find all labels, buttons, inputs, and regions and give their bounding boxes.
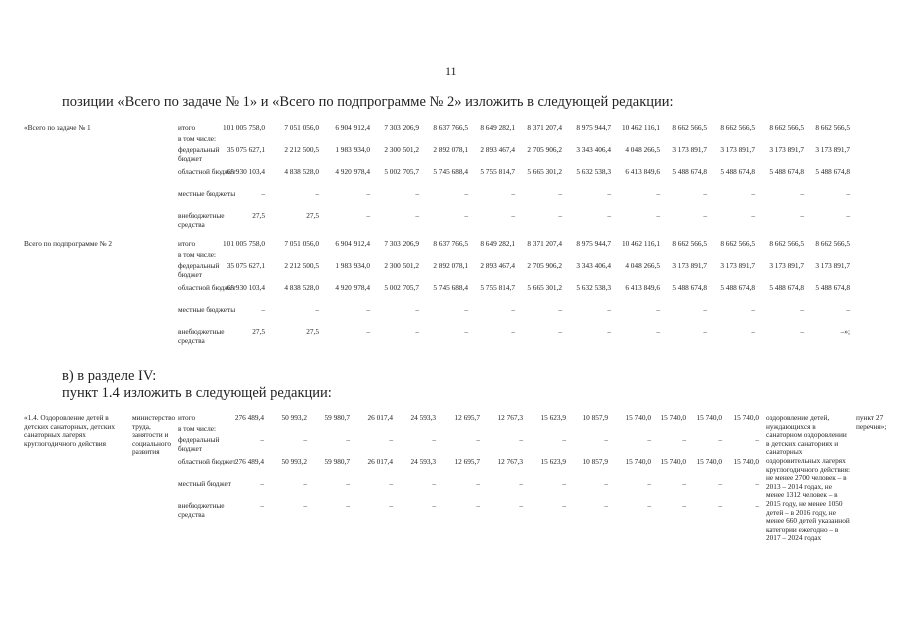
value-cell: 7 303 206,9 bbox=[384, 123, 419, 132]
value-cell: – bbox=[656, 327, 660, 336]
value-cell: – bbox=[511, 189, 515, 198]
value-cell: 8 371 207,4 bbox=[527, 123, 562, 132]
value-cell: 3 173 891,7 bbox=[815, 145, 850, 154]
row-label: местные бюджеты bbox=[178, 305, 236, 314]
value-cell: – bbox=[703, 211, 707, 220]
row-label: федеральный бюджет bbox=[178, 435, 220, 453]
value-cell: – bbox=[656, 211, 660, 220]
value-cell: 4 920 978,4 bbox=[335, 283, 370, 292]
value-cell: 50 993,2 bbox=[281, 457, 307, 466]
value-cell: 59 980,7 bbox=[324, 457, 350, 466]
value-cell: – bbox=[260, 435, 264, 444]
value-cell: – bbox=[464, 189, 468, 198]
row-label: в том числе: bbox=[178, 424, 217, 433]
value-cell: 15 740,0 bbox=[625, 413, 651, 422]
value-cell: – bbox=[432, 501, 436, 510]
value-cell: 3 343 406,4 bbox=[576, 261, 611, 270]
value-cell: – bbox=[366, 211, 370, 220]
value-cell: – bbox=[346, 435, 350, 444]
value-cell: 2 212 500,5 bbox=[284, 145, 319, 154]
heading-item: пункт 1.4 изложить в следующей редакции: bbox=[62, 385, 332, 401]
value-cell: 15 623,9 bbox=[540, 413, 566, 422]
value-cell: – bbox=[476, 501, 480, 510]
value-cell: – bbox=[647, 501, 651, 510]
value-cell: 26 017,4 bbox=[367, 457, 393, 466]
value-cell: – bbox=[476, 435, 480, 444]
value-cell: – bbox=[755, 479, 759, 488]
value-cell: 3 173 891,7 bbox=[720, 145, 755, 154]
value-cell: – bbox=[415, 189, 419, 198]
value-cell: 24 593,3 bbox=[410, 457, 436, 466]
value-cell: – bbox=[562, 435, 566, 444]
value-cell: 65 930 103,4 bbox=[226, 283, 265, 292]
value-cell: – bbox=[656, 305, 660, 314]
value-cell: – bbox=[558, 189, 562, 198]
value-cell: – bbox=[346, 501, 350, 510]
value-cell: 35 075 627,1 bbox=[226, 145, 265, 154]
value-cell: 15 740,0 bbox=[660, 413, 686, 422]
row-label: местный бюджет bbox=[178, 479, 231, 488]
item-label: «1.4. Оздоровление детей в детских санаторных, детских санаторных лагерях круглогодичного действия bbox=[24, 413, 115, 448]
row-label: внебюджетные средства bbox=[178, 501, 225, 519]
row-label: итого bbox=[178, 239, 196, 248]
value-cell: – bbox=[751, 305, 755, 314]
value-cell: – bbox=[718, 479, 722, 488]
value-cell: – bbox=[562, 501, 566, 510]
value-cell: – bbox=[432, 479, 436, 488]
value-cell: 5 755 814,7 bbox=[480, 283, 515, 292]
value-cell: – bbox=[303, 435, 307, 444]
value-cell: – bbox=[511, 305, 515, 314]
value-cell: – bbox=[607, 327, 611, 336]
value-cell: – bbox=[303, 479, 307, 488]
value-cell: 12 767,3 bbox=[497, 413, 523, 422]
value-cell: 5 488 674,8 bbox=[720, 167, 755, 176]
value-cell: – bbox=[562, 479, 566, 488]
value-cell: 2 893 467,4 bbox=[480, 261, 515, 270]
value-cell: – bbox=[366, 327, 370, 336]
value-cell: 4 048 266,5 bbox=[625, 261, 660, 270]
value-cell: – bbox=[415, 305, 419, 314]
value-cell: – bbox=[718, 435, 722, 444]
value-cell: 6 413 849,6 bbox=[625, 283, 660, 292]
value-cell: 3 173 891,7 bbox=[672, 261, 707, 270]
value-cell: 276 489,4 bbox=[234, 457, 264, 466]
value-cell: 15 740,0 bbox=[733, 457, 759, 466]
value-cell: 4 048 266,5 bbox=[625, 145, 660, 154]
value-cell: 8 975 944,7 bbox=[576, 239, 611, 248]
value-cell: – bbox=[647, 435, 651, 444]
value-cell: – bbox=[682, 501, 686, 510]
value-cell: – bbox=[800, 305, 804, 314]
value-cell: 7 051 056,0 bbox=[284, 239, 319, 248]
value-cell: 5 002 705,7 bbox=[384, 167, 419, 176]
value-cell: – bbox=[703, 305, 707, 314]
value-cell: 12 695,7 bbox=[454, 457, 480, 466]
value-cell: – bbox=[464, 327, 468, 336]
value-cell: 8 662 566,5 bbox=[720, 239, 755, 248]
value-cell: 5 002 705,7 bbox=[384, 283, 419, 292]
value-cell: 8 662 566,5 bbox=[815, 239, 850, 248]
value-cell: – bbox=[751, 327, 755, 336]
value-cell: 3 173 891,7 bbox=[769, 145, 804, 154]
value-cell: 59 980,7 bbox=[324, 413, 350, 422]
reference: пункт 27 перечня»; bbox=[856, 413, 887, 431]
value-cell: – bbox=[703, 327, 707, 336]
value-cell: – bbox=[261, 189, 265, 198]
value-cell: – bbox=[558, 305, 562, 314]
value-cell: – bbox=[511, 327, 515, 336]
value-cell: – bbox=[464, 305, 468, 314]
value-cell: 5 488 674,8 bbox=[769, 167, 804, 176]
value-cell: – bbox=[604, 501, 608, 510]
value-cell: – bbox=[415, 211, 419, 220]
value-cell: 12 767,3 bbox=[497, 457, 523, 466]
value-cell: 8 637 766,5 bbox=[433, 239, 468, 248]
value-cell: 8 662 566,5 bbox=[815, 123, 850, 132]
value-cell: 5 632 538,3 bbox=[576, 283, 611, 292]
row-label: федеральный бюджет bbox=[178, 261, 220, 279]
value-cell: – bbox=[751, 211, 755, 220]
value-cell: – bbox=[519, 501, 523, 510]
value-cell: 8 662 566,5 bbox=[769, 123, 804, 132]
block-label: «Всего по задаче № 1 bbox=[24, 123, 91, 132]
value-cell: 8 975 944,7 bbox=[576, 123, 611, 132]
page-number: 11 bbox=[445, 64, 457, 78]
value-cell: – bbox=[607, 211, 611, 220]
value-cell: – bbox=[476, 479, 480, 488]
value-cell: 5 745 688,4 bbox=[433, 167, 468, 176]
value-cell: 50 993,2 bbox=[281, 413, 307, 422]
value-cell: – bbox=[303, 501, 307, 510]
value-cell: – bbox=[718, 501, 722, 510]
value-cell: – bbox=[519, 435, 523, 444]
value-cell: 8 662 566,5 bbox=[720, 123, 755, 132]
value-cell: 2 212 500,5 bbox=[284, 261, 319, 270]
heading-section: в) в разделе IV: bbox=[62, 368, 157, 384]
value-cell: – bbox=[604, 479, 608, 488]
value-cell: – bbox=[607, 189, 611, 198]
value-cell: 24 593,3 bbox=[410, 413, 436, 422]
value-cell: 101 005 758,0 bbox=[223, 123, 265, 132]
value-cell: – bbox=[389, 479, 393, 488]
value-cell: 5 488 674,8 bbox=[720, 283, 755, 292]
value-cell: – bbox=[389, 501, 393, 510]
value-cell: 3 173 891,7 bbox=[720, 261, 755, 270]
value-cell: 1 983 934,0 bbox=[335, 261, 370, 270]
row-label: местные бюджеты bbox=[178, 189, 236, 198]
value-cell: – bbox=[260, 479, 264, 488]
block-label: Всего по подпрограмме № 2 bbox=[24, 239, 112, 248]
value-cell: 2 705 906,2 bbox=[527, 145, 562, 154]
value-cell: – bbox=[755, 501, 759, 510]
value-cell: – bbox=[366, 189, 370, 198]
value-cell: – bbox=[800, 211, 804, 220]
value-cell: 27,5 bbox=[306, 327, 319, 336]
value-cell: – bbox=[315, 189, 319, 198]
value-cell: 12 695,7 bbox=[454, 413, 480, 422]
value-cell: – bbox=[558, 327, 562, 336]
value-cell: 7 303 206,9 bbox=[384, 239, 419, 248]
row-label: итого bbox=[178, 413, 196, 422]
value-cell: 8 649 282,1 bbox=[480, 123, 515, 132]
value-cell: – bbox=[432, 435, 436, 444]
value-cell: – bbox=[519, 479, 523, 488]
value-cell: – bbox=[800, 189, 804, 198]
value-cell: – bbox=[346, 479, 350, 488]
value-cell: 15 740,0 bbox=[625, 457, 651, 466]
value-cell: 7 051 056,0 bbox=[284, 123, 319, 132]
value-cell: – bbox=[846, 305, 850, 314]
value-cell: 27,5 bbox=[252, 327, 265, 336]
value-cell: –»; bbox=[840, 327, 850, 336]
value-cell: – bbox=[261, 305, 265, 314]
value-cell: – bbox=[464, 211, 468, 220]
value-cell: 5 488 674,8 bbox=[769, 283, 804, 292]
value-cell: 35 075 627,1 bbox=[226, 261, 265, 270]
row-label: областной бюджет bbox=[178, 167, 236, 176]
value-cell: 2 705 906,2 bbox=[527, 261, 562, 270]
value-cell: – bbox=[647, 479, 651, 488]
value-cell: 15 740,0 bbox=[660, 457, 686, 466]
value-cell: – bbox=[682, 435, 686, 444]
value-cell: – bbox=[800, 327, 804, 336]
value-cell: 5 488 674,8 bbox=[672, 167, 707, 176]
value-cell: 4 920 978,4 bbox=[335, 167, 370, 176]
value-cell: 1 983 934,0 bbox=[335, 145, 370, 154]
value-cell: 6 904 912,4 bbox=[335, 239, 370, 248]
value-cell: 5 745 688,4 bbox=[433, 283, 468, 292]
value-cell: 2 892 078,1 bbox=[433, 261, 468, 270]
row-label: в том числе: bbox=[178, 250, 217, 259]
value-cell: – bbox=[260, 501, 264, 510]
heading-positions: позиции «Всего по задаче № 1» и «Всего по подпрограмме № 2» изложить в следующей редакции: bbox=[62, 94, 674, 110]
row-label: областной бюджет bbox=[178, 283, 236, 292]
value-cell: – bbox=[415, 327, 419, 336]
value-cell: 8 662 566,5 bbox=[769, 239, 804, 248]
value-cell: 4 838 528,0 bbox=[284, 283, 319, 292]
value-cell: – bbox=[846, 211, 850, 220]
value-cell: 65 930 103,4 bbox=[226, 167, 265, 176]
value-cell: – bbox=[656, 189, 660, 198]
value-cell: 27,5 bbox=[306, 211, 319, 220]
value-cell: 101 005 758,0 bbox=[223, 239, 265, 248]
value-cell: – bbox=[755, 435, 759, 444]
value-cell: 10 857,9 bbox=[582, 457, 608, 466]
expected-result: оздоровление детей, нуждающихся в санаторном оздоровлении в детских санаториях и санаторных оздоровительных лагерях круглогодичного действия: не менее 2700 человек – в 2013 – 2014 годах, не менее 1312 человек – в 2015 году, не менее 1050 детей – в 2016 году, не менее 660 детей указанной категории ежегодно – в 2017 – 2024 годах bbox=[766, 413, 851, 543]
row-label: в том числе: bbox=[178, 134, 217, 143]
value-cell: 15 740,0 bbox=[733, 413, 759, 422]
value-cell: – bbox=[366, 305, 370, 314]
value-cell: 15 740,0 bbox=[696, 413, 722, 422]
value-cell: – bbox=[703, 189, 707, 198]
value-cell: 8 662 566,5 bbox=[672, 123, 707, 132]
value-cell: – bbox=[846, 189, 850, 198]
value-cell: 8 371 207,4 bbox=[527, 239, 562, 248]
value-cell: – bbox=[389, 435, 393, 444]
row-label: внебюджетные средства bbox=[178, 211, 225, 229]
value-cell: 27,5 bbox=[252, 211, 265, 220]
value-cell: 2 893 467,4 bbox=[480, 145, 515, 154]
value-cell: 3 343 406,4 bbox=[576, 145, 611, 154]
row-label: областной бюджет bbox=[178, 457, 236, 466]
value-cell: 10 857,9 bbox=[582, 413, 608, 422]
value-cell: 10 462 116,1 bbox=[621, 239, 660, 248]
value-cell: – bbox=[604, 435, 608, 444]
value-cell: 5 755 814,7 bbox=[480, 167, 515, 176]
value-cell: 3 173 891,7 bbox=[769, 261, 804, 270]
value-cell: 3 173 891,7 bbox=[815, 261, 850, 270]
value-cell: 26 017,4 bbox=[367, 413, 393, 422]
executor-label: министерство труда, занятости и социального развития bbox=[132, 413, 176, 457]
value-cell: 2 300 501,2 bbox=[384, 145, 419, 154]
value-cell: 5 665 301,2 bbox=[527, 283, 562, 292]
row-label: федеральный бюджет bbox=[178, 145, 220, 163]
value-cell: – bbox=[682, 479, 686, 488]
value-cell: – bbox=[751, 189, 755, 198]
value-cell: 5 665 301,2 bbox=[527, 167, 562, 176]
value-cell: 6 413 849,6 bbox=[625, 167, 660, 176]
value-cell: – bbox=[607, 305, 611, 314]
value-cell: 2 300 501,2 bbox=[384, 261, 419, 270]
value-cell: 5 488 674,8 bbox=[815, 283, 850, 292]
value-cell: 8 662 566,5 bbox=[672, 239, 707, 248]
value-cell: 8 637 766,5 bbox=[433, 123, 468, 132]
value-cell: 10 462 116,1 bbox=[621, 123, 660, 132]
value-cell: 15 623,9 bbox=[540, 457, 566, 466]
row-label: внебюджетные средства bbox=[178, 327, 225, 345]
value-cell: 5 488 674,8 bbox=[672, 283, 707, 292]
value-cell: 8 649 282,1 bbox=[480, 239, 515, 248]
value-cell: 2 892 078,1 bbox=[433, 145, 468, 154]
value-cell: 4 838 528,0 bbox=[284, 167, 319, 176]
value-cell: – bbox=[558, 211, 562, 220]
value-cell: 6 904 912,4 bbox=[335, 123, 370, 132]
value-cell: 5 488 674,8 bbox=[815, 167, 850, 176]
value-cell: – bbox=[315, 305, 319, 314]
value-cell: 5 632 538,3 bbox=[576, 167, 611, 176]
value-cell: 15 740,0 bbox=[696, 457, 722, 466]
value-cell: 3 173 891,7 bbox=[672, 145, 707, 154]
value-cell: – bbox=[511, 211, 515, 220]
value-cell: 276 489,4 bbox=[234, 413, 264, 422]
row-label: итого bbox=[178, 123, 196, 132]
